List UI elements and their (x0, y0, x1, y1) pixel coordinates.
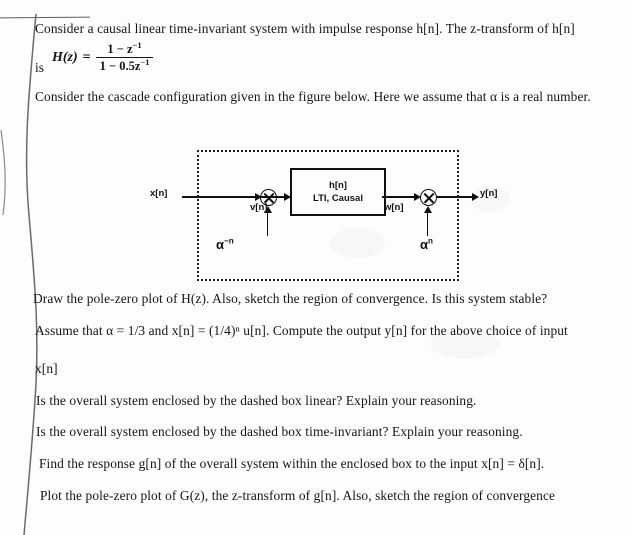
question-pole-zero-h: Draw the pole-zero plot of H(z). Also, sketch the region of convergence. Is this system stable? (33, 291, 548, 306)
cascade-block-diagram (150, 140, 550, 285)
question-linear: Is the overall system enclosed by the dashed box linear? Explain your reasoning. (36, 393, 477, 408)
wire-w (382, 196, 418, 198)
label-input-signal: x[n] (150, 188, 168, 199)
label-signal-v: v[n] (250, 202, 268, 213)
question-compute-output: Assume that α = 1/3 and x[n] = (1/4)ⁿ u[n]. Compute the output y[n] for the above choice of input (35, 323, 568, 338)
wire-gain-left (267, 212, 269, 236)
equation-equals: = (82, 49, 91, 65)
gain-label-left: $\alpha^{-n}$ (216, 236, 234, 252)
lti-block-line2: LTI, Causal (313, 193, 363, 204)
equation-is-label: is (35, 59, 44, 75)
lti-block-line1: h[n] (329, 180, 347, 191)
label-signal-w: w[n] (384, 202, 404, 213)
question-compute-output-continued: x[n] (35, 361, 58, 376)
intro-paragraph: Consider a causal linear time-invariant system with impulse response h[n]. The z-transform of h[n] (35, 21, 575, 36)
arrowhead-output (472, 193, 479, 201)
equation-lhs: H(z) (51, 49, 78, 65)
question-pole-zero-g: Plot the pole-zero plot of G(z), the z-transform of g[n]. Also, sketch the region of convergence (40, 488, 556, 503)
multiply-circle-icon-right (420, 189, 437, 206)
equation-expression (51, 39, 154, 74)
equation-denominator: $1 - 0.5z^{-1}$ (99, 57, 150, 74)
question-impulse-response: Find the response g[n] of the overall system within the enclosed box to the input x[n] = δ[n]. (39, 456, 545, 471)
h-z-equation (35, 39, 153, 77)
label-output-signal: y[n] (480, 188, 498, 199)
gain-label-right: $\alpha^n$ (420, 236, 433, 252)
wire-output (436, 196, 476, 198)
equation-fraction (96, 39, 154, 74)
lti-system-block (290, 168, 386, 216)
arrowhead-gain-right (424, 206, 432, 213)
wire-gain-right (427, 212, 429, 236)
question-time-invariant: Is the overall system enclosed by the dashed box time-invariant? Explain your reasoning. (36, 424, 523, 439)
cascade-paragraph: Consider the cascade configuration given in the figure below. Here we assume that α is a real number. (35, 89, 591, 104)
equation-numerator: $1 - z^{-1}$ (107, 39, 142, 56)
page-edge-horizontal-line (0, 17, 90, 19)
